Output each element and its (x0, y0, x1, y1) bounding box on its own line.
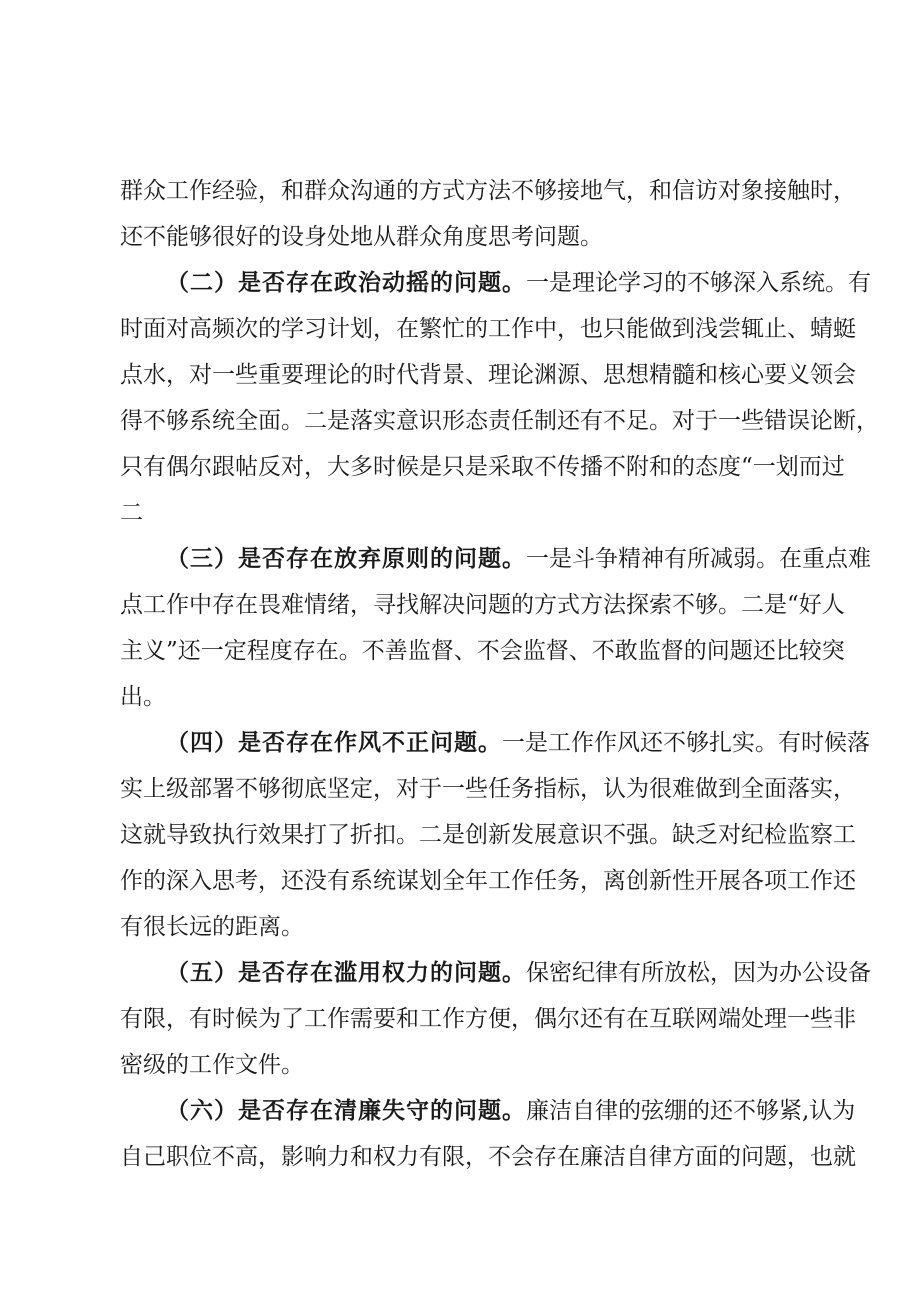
text-line: 出。 (120, 684, 166, 710)
paragraph-first-line (166, 958, 871, 988)
text-line: 还不能够很好的设身处地从群众角度思考问题。 (120, 224, 603, 250)
section-heading: （六）是否存在清廉失守的问题。 (166, 1098, 526, 1124)
section-heading: （三）是否存在放弃原则的问题。 (166, 546, 526, 572)
text-line: 有限，有时候为了工作需要和工作方便，偶尔还有在互联网端处理一些非 (120, 1006, 856, 1032)
paragraph-first-line (166, 728, 870, 758)
text-run: 一是斗争精神有所减弱。在重点难 (526, 546, 871, 572)
text-line: 这就导致执行效果打了折扣。二是创新发展意识不强。缺乏对纪检监察工 (120, 822, 856, 848)
text-line: 点水，对一些重要理论的时代背景、理论渊源、思想精髓和核心要义领会 (120, 362, 856, 388)
text-line: 自己职位不高，影响力和权力有限，不会存在廉洁自律方面的问题，也就 (120, 1144, 856, 1170)
text-run: 廉洁自律的弦绷的还不够紧,认为 (526, 1098, 856, 1124)
section-heading: （四）是否存在作风不正问题。 (166, 730, 502, 756)
paragraph-first-line (166, 268, 871, 298)
text-line: 二 (120, 500, 143, 526)
text-line: 群众工作经验，和群众沟通的方式方法不够接地气，和信访对象接触时， (120, 178, 856, 204)
text-line: 密级的工作文件。 (120, 1052, 304, 1078)
text-run: 一是理论学习的不够深入系统。有 (526, 270, 871, 296)
text-line: 只有偶尔跟帖反对，大多时候是只是采取不传播不附和的态度“一划而过 (120, 454, 845, 480)
paragraph-first-line (166, 544, 871, 574)
text-line: 点工作中存在畏难情绪，寻找解决问题的方式方法探索不够。二是“好人 (120, 592, 845, 618)
text-line: 时面对高频次的学习计划，在繁忙的工作中，也只能做到浅尝辄止、蜻蜓 (120, 316, 856, 342)
text-line: 主义”还一定程度存在。不善监督、不会监督、不敢监督的问题还比较突 (120, 638, 845, 664)
text-run: 一是工作作风还不够扎实。有时候落 (502, 730, 870, 756)
text-line: 得不够系统全面。二是落实意识形态责任制还有不足。对于一些错误论断， (120, 408, 879, 434)
section-heading: （二）是否存在政治动摇的问题。 (166, 270, 526, 296)
text-run: 保密纪律有所放松，因为办公设备 (526, 960, 871, 986)
text-line: 实上级部署不够彻底坚定，对于一些任务指标，认为很难做到全面落实， (120, 776, 856, 802)
paragraph-first-line (166, 1096, 856, 1126)
section-heading: （五）是否存在滥用权力的问题。 (166, 960, 526, 986)
text-line: 有很长远的距离。 (120, 914, 304, 940)
text-line: 作的深入思考，还没有系统谋划全年工作任务，离创新性开展各项工作还 (120, 868, 856, 894)
